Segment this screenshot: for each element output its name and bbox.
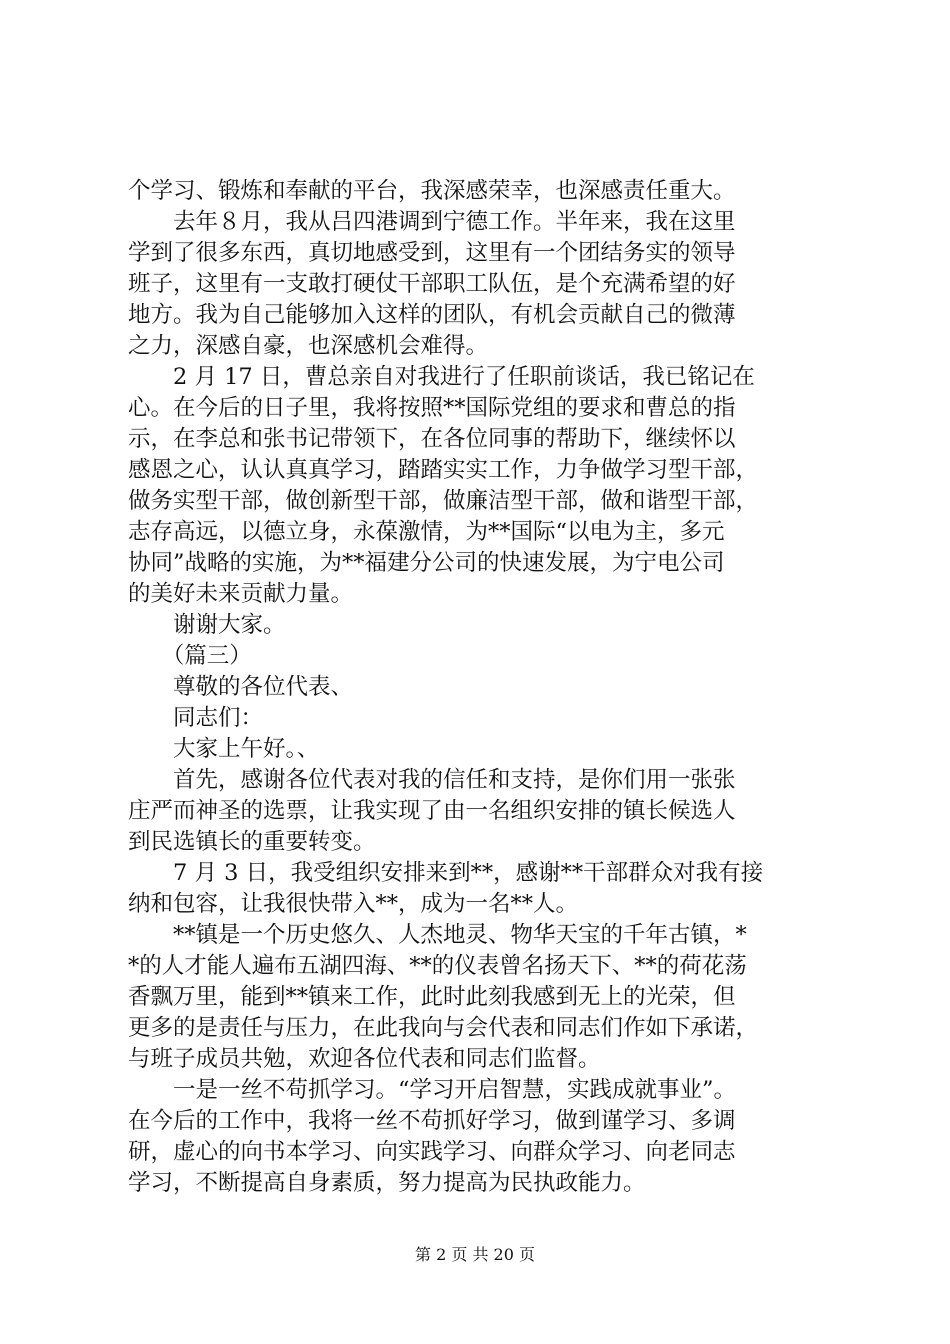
- paragraph-line: 一是一丝不苟抓学习。“学习开启智慧，实践成就事业”。: [128, 1077, 737, 1103]
- paragraph-line: **镇是一个历史悠久、人杰地灵、物华天宝的千年古镇，*: [128, 922, 747, 948]
- salutation-line: 同志们：: [128, 705, 264, 731]
- paragraph-line: 个学习、锻炼和奉献的平台，我深感荣幸，也深感责任重大。: [128, 178, 736, 204]
- paragraph-line: 2 月 17 日，曹总亲自对我进行了任职前谈话，我已铭记在: [128, 364, 755, 390]
- paragraph-line: 地方。我为自己能够加入这样的团队，有机会贡献自己的微薄: [128, 302, 736, 328]
- paragraph-line: 谢谢大家。: [128, 612, 286, 638]
- paragraph-line: 到民选镇长的重要转变。: [128, 829, 376, 855]
- paragraph-line: 协同”战略的实施，为**福建分公司的快速发展，为宁电公司: [128, 550, 725, 576]
- paragraph-line: 学习，不断提高自身素质，努力提高为民执政能力。: [128, 1170, 646, 1196]
- paragraph-line: 做务实型干部，做创新型干部，做廉洁型干部，做和谐型干部，: [128, 488, 759, 514]
- paragraph-line: *的人才能人遍布五湖四海、**的仪表曾名扬天下、**的荷花荡: [128, 953, 747, 979]
- paragraph-line: 示，在李总和张书记带领下，在各位同事的帮助下，继续怀以: [128, 426, 736, 452]
- section-heading: （篇三）: [128, 643, 252, 669]
- paragraph-line: 与班子成员共勉，欢迎各位代表和同志们监督。: [128, 1046, 601, 1072]
- paragraph-line: 研，虚心的向书本学习、向实践学习、向群众学习、向老同志: [128, 1139, 736, 1165]
- greeting-line: 大家上午好。、: [128, 736, 320, 762]
- paragraph-line: 纳和包容，让我很快带入**，成为一名**人。: [128, 891, 579, 917]
- paragraph-line: 感恩之心，认认真真学习，踏踏实实工作，力争做学习型干部，: [128, 457, 759, 483]
- paragraph-line: 在今后的工作中，我将一丝不苟抓好学习，做到谨学习、多调: [128, 1108, 736, 1134]
- paragraph-line: 更多的是责任与压力，在此我向与会代表和同志们作如下承诺，: [128, 1015, 759, 1041]
- paragraph-line: 去年８月，我从吕四港调到宁德工作。半年来，我在这里: [128, 209, 736, 235]
- paragraph-line: 志存高远，以德立身，永葆激情，为**国际“以电为主，多元: [128, 519, 725, 545]
- paragraph-line: 香飘万里，能到**镇来工作，此时此刻我感到无上的光荣，但: [128, 984, 736, 1010]
- salutation-line: 尊敬的各位代表、: [128, 674, 354, 700]
- paragraph-line: 班子，这里有一支敢打硬仗干部职工队伍，是个充满希望的好: [128, 271, 736, 297]
- paragraph-line: 首先，感谢各位代表对我的信任和支持，是你们用一张张: [128, 767, 736, 793]
- paragraph-line: 庄严而神圣的选票，让我实现了由一名组织安排的镇长候选人: [128, 798, 736, 824]
- paragraph-line: 的美好未来贡献力量。: [128, 581, 354, 607]
- page-number-footer: 第 2 页 共 20 页: [415, 1245, 535, 1264]
- paragraph-line: 7 月 3 日，我受组织安排来到**，感谢**干部群众对我有接: [128, 860, 764, 886]
- paragraph-line: 心。在今后的日子里，我将按照**国际党组的要求和曹总的指: [128, 395, 736, 421]
- paragraph-line: 之力，深感自豪，也深感机会难得。: [128, 333, 489, 359]
- paragraph-line: 学到了很多东西，真切地感受到，这里有一个团结务实的领导: [128, 240, 736, 266]
